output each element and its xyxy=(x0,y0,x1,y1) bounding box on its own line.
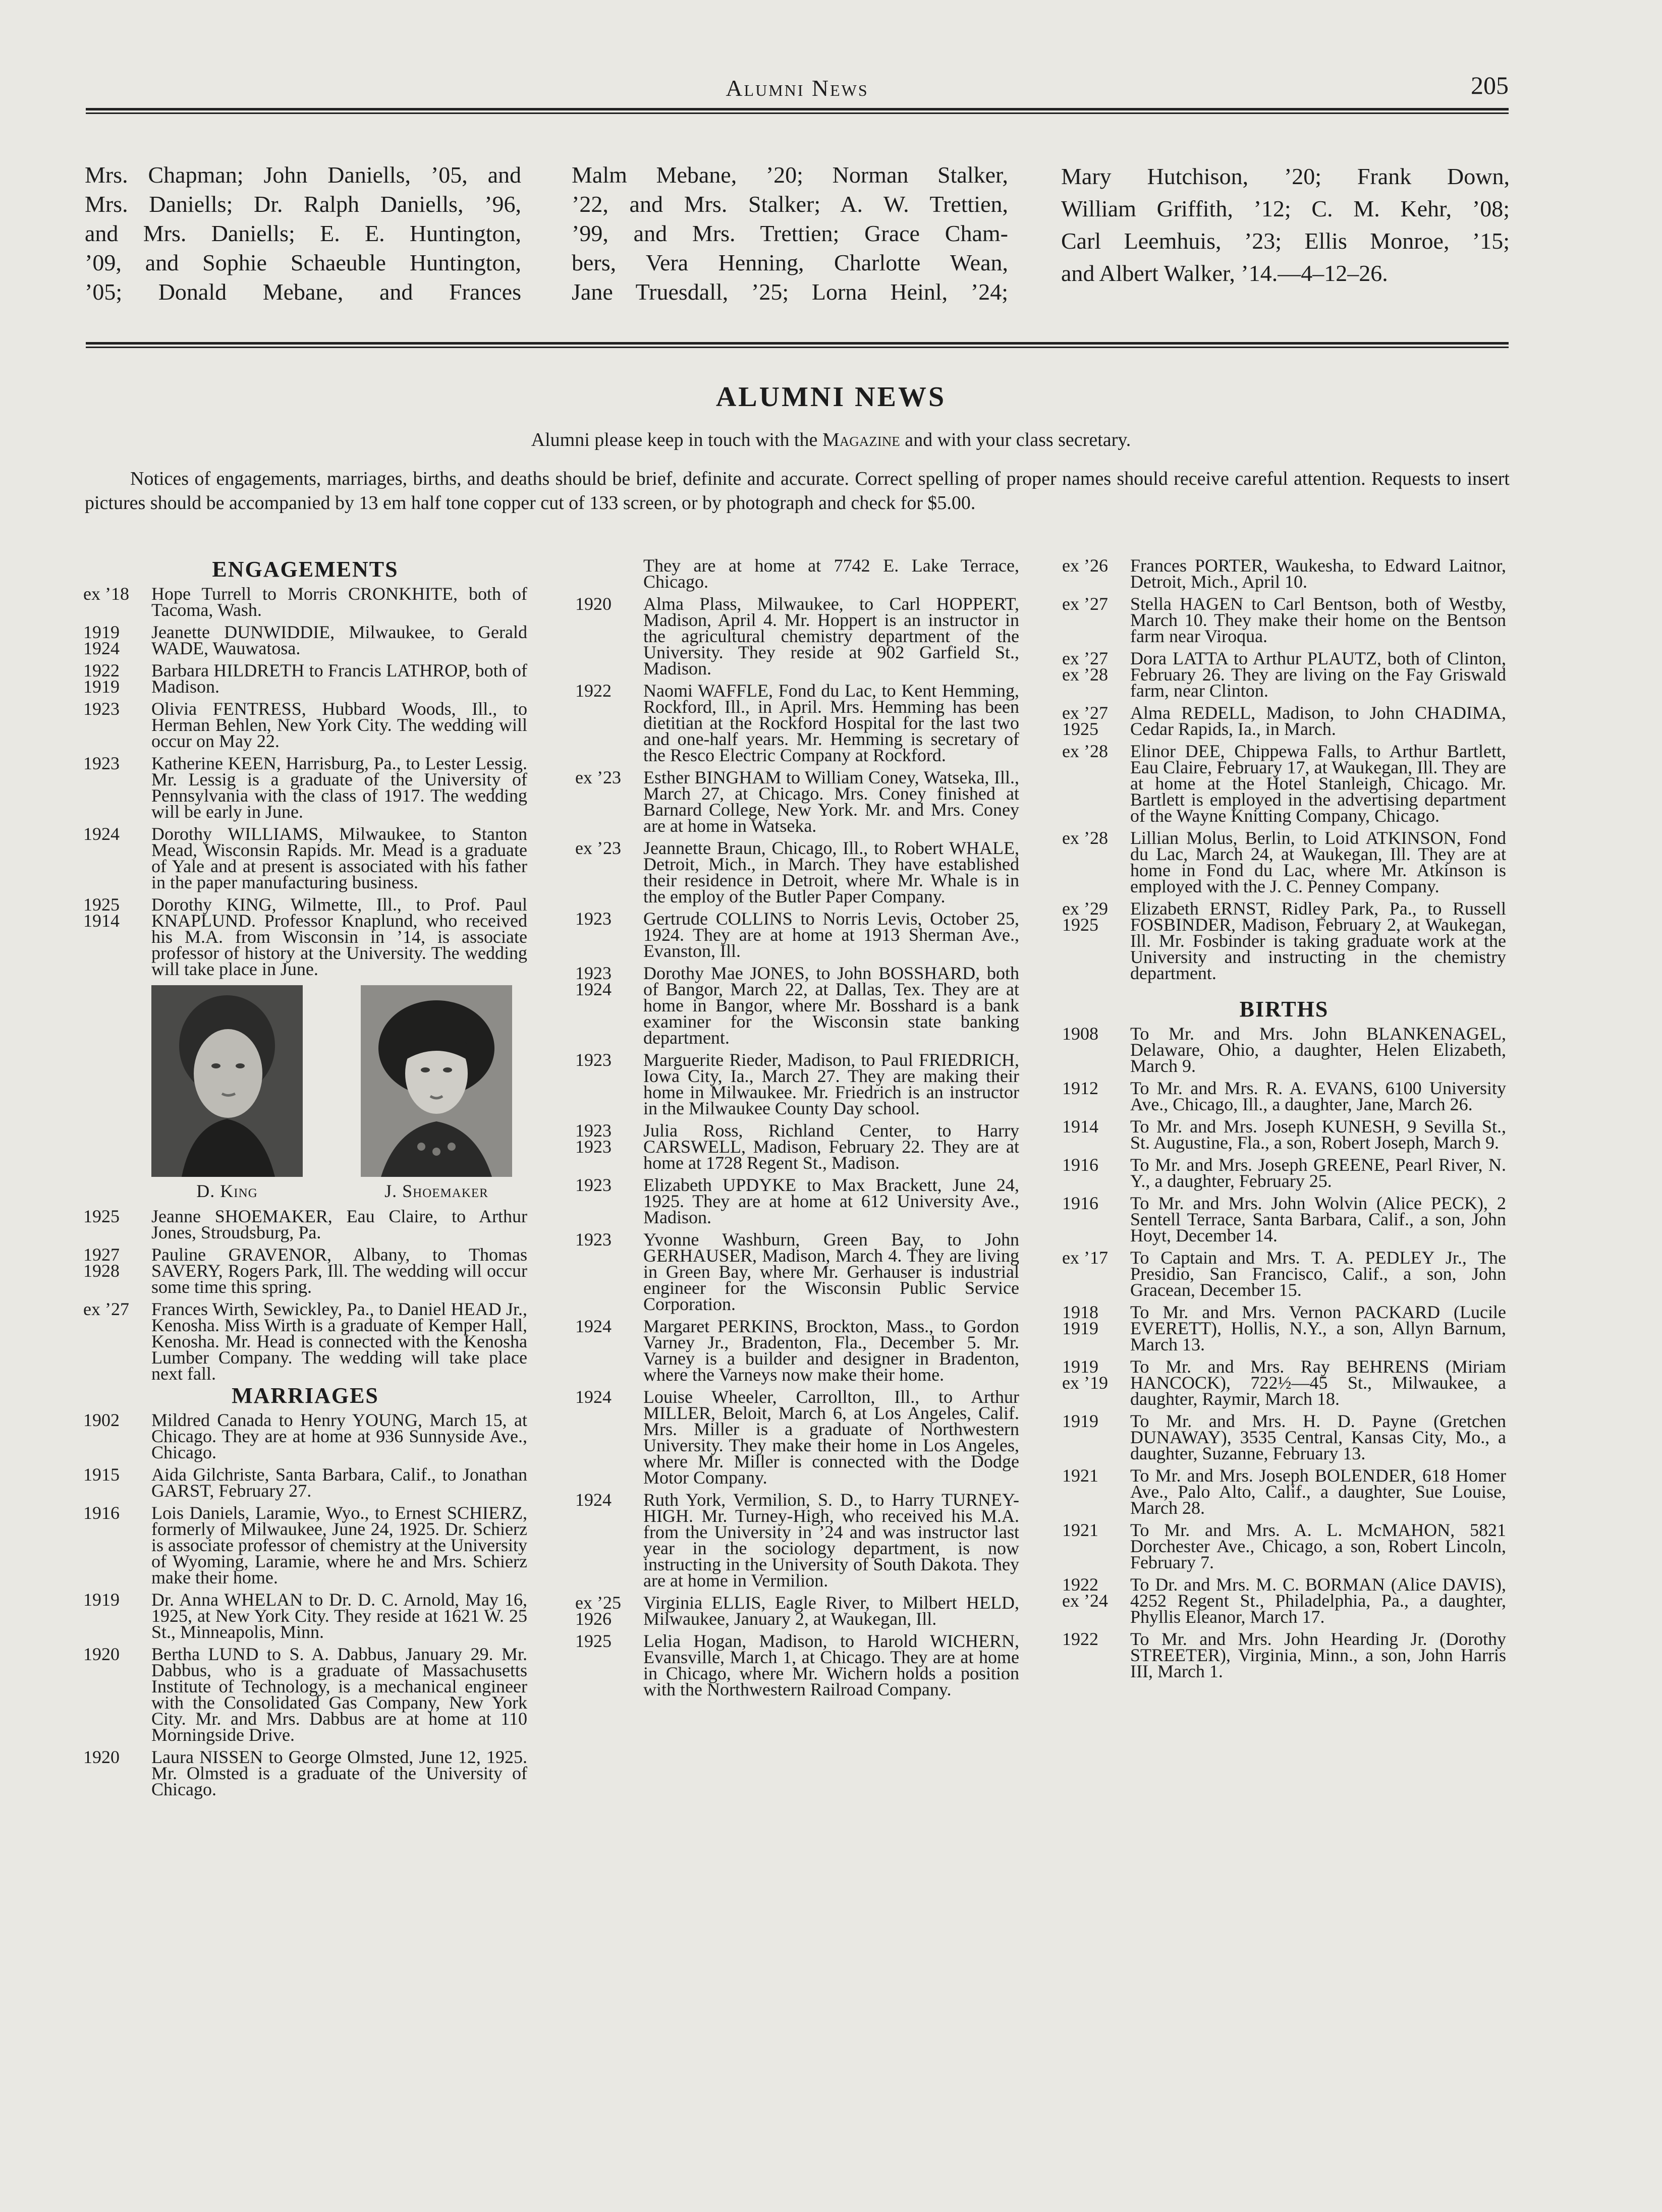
entry-text: Barbara HILDRETH to Francis LATHROP, both of Madison. xyxy=(151,660,527,697)
list-item xyxy=(83,586,527,618)
entry-text: Dorothy Mae JONES, to John BOSSHARD, both of Bangor, March 22, at Dallas, Tex. They are at home in Bangor, where Mr. Bosshard is a bank examiner for the Wisconsin state banking department. xyxy=(643,963,1019,1048)
entry-text: Lois Daniels, Laramie, Wyo., to Ernest SCHIERZ, formerly of Milwaukee, June 24, 1925. Dr. Schierz is associate professor of chemistry at the University of Wyoming, Laramie, where he and Mrs. Schierz make their home. xyxy=(151,1503,527,1587)
list-item xyxy=(83,755,527,820)
continued-line: Mrs. Chapman; John Daniells, ’05, and xyxy=(85,162,521,188)
list-item xyxy=(83,826,527,890)
list-item xyxy=(575,1231,1019,1312)
entry-year: 1919 xyxy=(83,1590,120,1610)
entry-year: 1923 xyxy=(83,753,120,773)
entry-text: Katherine KEEN, Harrisburg, Pa., to Lester Lessig. Mr. Lessig is a graduate of the University of Pennsylvania with the class of 1917. The wedding will be early in June. xyxy=(151,753,527,822)
entry-text: Naomi WAFFLE, Fond du Lac, to Kent Hemming, Rockford, Ill., in April. Mrs. Hemming has been dietitian at the Rockford Hospital for the last two and one-half years. Mr. Hemming is secretary of the Resco Electric Company at Rockford. xyxy=(643,680,1019,765)
entry-text: To Mr. and Mrs. H. D. Payne (Gretchen DUNAWAY), 3535 Central, Kansas City, Mo., a daughter, Suzanne, February 13. xyxy=(1130,1411,1506,1463)
entry-year: 1919 ex ’19 xyxy=(1062,1356,1108,1393)
entry-text: Frances PORTER, Waukesha, to Edward Laitnor, Detroit, Mich., April 10. xyxy=(1130,555,1506,592)
column-1 xyxy=(83,557,527,1803)
entry-year: 1920 xyxy=(575,594,612,614)
entry-text: Julia Ross, Richland Center, to Harry CARSWELL, Madison, February 22. They are at home at 1728 Regent St., Madison. xyxy=(643,1120,1019,1173)
list-item xyxy=(575,769,1019,834)
page-number: 205 xyxy=(1471,71,1509,99)
continued-col-1 xyxy=(85,160,521,307)
entry-year: 1924 xyxy=(83,824,120,844)
list-item xyxy=(575,1595,1019,1627)
entry-year: 1922 xyxy=(575,680,612,701)
entry-text: To Mr. and Mrs. R. A. EVANS, 6100 University Ave., Chicago, Ill., a daughter, Jane, March 26. xyxy=(1130,1078,1506,1114)
entry-text: Dora LATTA to Arthur PLAUTZ, both of Clinton, February 26. They are living on the Fay Griswald farm, near Clinton. xyxy=(1130,648,1506,701)
marriages-list-continued xyxy=(575,596,1019,1697)
entry-text: Hope Turrell to Morris CRONKHITE, both of Tacoma, Wash. xyxy=(151,584,527,620)
entry-text: Lelia Hogan, Madison, to Harold WICHERN, Evansville, March 1, at Chicago. They are at home in Chicago, where Mr. Wichern holds a position with the Northwestern Railroad Company. xyxy=(643,1631,1019,1699)
photo-caption: D. King xyxy=(196,1181,258,1201)
entry-year: 1923 xyxy=(575,1229,612,1250)
list-item xyxy=(1062,1413,1506,1461)
entry-text: To Mr. and Mrs. Joseph KUNESH, 9 Sevilla St., St. Augustine, Fla., a son, Robert Joseph, March 9. xyxy=(1130,1116,1506,1153)
births-heading: BIRTHS xyxy=(1239,997,1329,1022)
entry-year: 1922 ex ’24 xyxy=(1062,1574,1108,1611)
entry-year: 1916 xyxy=(1062,1155,1098,1175)
marriages-list-continued xyxy=(1062,557,1506,981)
entry-text: Jeanette DUNWIDDIE, Milwaukee, to Gerald WADE, Wauwatosa. xyxy=(151,622,527,658)
entry-year: ex ’29 1925 xyxy=(1062,898,1108,935)
entry-year: 1902 xyxy=(83,1410,120,1430)
list-item xyxy=(1062,1026,1506,1074)
continued-line: ’09, and Sophie Schaeuble Huntington, xyxy=(85,250,521,275)
entry-year: 1925 xyxy=(575,1631,612,1651)
entry-year: 1923 xyxy=(83,699,120,719)
running-header xyxy=(86,71,1509,110)
list-item xyxy=(1062,1304,1506,1352)
entry-text: Laura NISSEN to George Olmsted, June 12, 1925. Mr. Olmsted is a graduate of the University of Chicago. xyxy=(151,1747,527,1799)
list-item xyxy=(1062,900,1506,981)
entry-text: Alma Plass, Milwaukee, to Carl HOPPERT, Madison, April 4. Mr. Hoppert is an instructor in the agricultural chemistry department of the University. They reside at 902 Garfield St., Madison. xyxy=(643,594,1019,678)
entry-year: 1923 1923 xyxy=(575,1120,612,1157)
list-item xyxy=(83,1466,527,1499)
entry-year: ex ’23 xyxy=(575,767,621,787)
continued-line: and Albert Walker, ’14.—4–12–26. xyxy=(1061,260,1388,286)
list-item xyxy=(575,840,1019,904)
list-item xyxy=(83,1505,527,1585)
entry-year: 1914 xyxy=(1062,1116,1098,1137)
continued-line: Carl Leemhuis, ’23; Ellis Monroe, ’15; xyxy=(1061,228,1510,254)
entry-text: They are at home at 7742 E. Lake Terrace, Chicago. xyxy=(643,555,1019,592)
list-item xyxy=(83,1749,527,1797)
entry-text: Esther BINGHAM to William Coney, Watseka, Ill., March 27, at Chicago. Mrs. Coney finished at Barnard College, New York. Mr. and Mrs. Coney are at home in Watseka. xyxy=(643,767,1019,836)
list-item xyxy=(1062,1576,1506,1625)
section-subtitle xyxy=(0,429,1662,451)
list-item xyxy=(1062,705,1506,737)
entry-year: 1919 1924 xyxy=(83,622,120,658)
entry-text: Jeanne SHOEMAKER, Eau Claire, to Arthur Jones, Stroudsburg, Pa. xyxy=(151,1206,527,1242)
entry-text: To Mr. and Mrs. John Wolvin (Alice PECK), 2 Sentell Terrace, Santa Barbara, Calif., a son, John Hoyt, December 14. xyxy=(1130,1193,1506,1245)
list-item xyxy=(575,557,1019,590)
entry-text: Lillian Molus, Berlin, to Loid ATKINSON, Fond du Lac, March 24, at Waukegan, Ill. They are at home in Fond du Lac, where Mr. Atkinson is employed with the J. C. Penney Company. xyxy=(1130,828,1506,896)
list-item xyxy=(1062,1118,1506,1151)
portrait-photo xyxy=(361,985,512,1177)
list-item xyxy=(83,662,527,695)
column-3 xyxy=(1062,557,1506,1685)
entry-year: ex ’17 xyxy=(1062,1247,1108,1268)
entry-year: ex ’27 ex ’28 xyxy=(1062,648,1108,685)
photo-caption: J. Shoemaker xyxy=(384,1181,488,1201)
entry-year: ex ’27 xyxy=(1062,594,1108,614)
running-title: Alumni News xyxy=(726,75,869,101)
engagements-list-continued xyxy=(83,1208,527,1382)
entry-text: Stella HAGEN to Carl Bentson, both of Westby, March 10. They make their home on the Bentson farm near Viroqua. xyxy=(1130,594,1506,646)
entry-year: 1918 1919 xyxy=(1062,1302,1098,1338)
entry-year: 1916 xyxy=(83,1503,120,1523)
entry-year: ex ’18 xyxy=(83,584,129,604)
list-item xyxy=(1062,1157,1506,1189)
list-item xyxy=(83,624,527,656)
continued-line: and Mrs. Daniells; E. E. Huntington, xyxy=(85,220,521,246)
continued-line: Jane Truesdall, ’25; Lorna Heinl, ’24; xyxy=(572,279,1008,305)
entry-text: Elizabeth UPDYKE to Max Brackett, June 24, 1925. They are at home at 612 University Ave., Madison. xyxy=(643,1175,1019,1227)
list-item xyxy=(1062,1358,1506,1407)
continued-col-3 xyxy=(1061,160,1510,290)
engagements-list xyxy=(83,586,527,977)
photo-pair xyxy=(151,985,512,1199)
continued-line: ’05; Donald Mebane, and Frances xyxy=(85,279,521,305)
list-item xyxy=(83,1208,527,1240)
entry-year: 1921 xyxy=(1062,1520,1098,1540)
entry-year: 1920 xyxy=(83,1644,120,1664)
list-item xyxy=(1062,650,1506,699)
entry-text: Dr. Anna WHELAN to Dr. D. C. Arnold, May 16, 1925, at New York City. They reside at 1621 W. 25 St., Minneapolis, Minn. xyxy=(151,1590,527,1642)
list-item xyxy=(83,1592,527,1640)
entry-year: 1924 xyxy=(575,1490,612,1510)
list-item xyxy=(575,1122,1019,1171)
entry-text: Margaret PERKINS, Brockton, Mass., to Gordon Varney Jr., Bradenton, Fla., December 5. Mr. Varney is a builder and designer in Bradenton, where the Varneys now make their home. xyxy=(643,1316,1019,1385)
entry-year: ex ’25 1926 xyxy=(575,1593,621,1629)
list-item xyxy=(1062,596,1506,644)
entry-year: 1915 xyxy=(83,1464,120,1485)
list-item xyxy=(575,680,1019,765)
list-item xyxy=(83,896,527,977)
entry-text: Alma REDELL, Madison, to John CHADIMA, Cedar Rapids, Ia., in March. xyxy=(1130,703,1506,739)
list-item xyxy=(575,1052,1019,1116)
entry-year: 1923 xyxy=(575,1050,612,1070)
entry-year: 1923 xyxy=(575,909,612,929)
births-list xyxy=(1062,1026,1506,1679)
column-2 xyxy=(575,557,1019,1704)
entry-year: ex ’28 xyxy=(1062,828,1108,848)
list-item xyxy=(83,1646,527,1743)
submission-notice: Notices of engagements, marriages, births, and deaths should be brief, definite and accurate. Correct spelling of proper names should receive careful attention. Requests to insert pictures should be accompanied by 13 em half tone copper cut of 133 screen, or by photograph and check for $5.00. xyxy=(85,468,1510,514)
entry-text: Ruth York, Vermilion, S. D., to Harry TURNEY-HIGH. Mr. Turney-High, who received his M.A. from the University in ’24 and was instructor last year in the sociology department, is now instructing in the University of South Dakota. They are at home in Vermilion. xyxy=(643,1490,1019,1591)
entry-year: 1919 xyxy=(1062,1411,1098,1431)
entry-text: Gertrude COLLINS to Norris Levis, October 25, 1924. They are at home at 1913 Sherman Ave., Evanston, Ill. xyxy=(643,909,1019,961)
list-item xyxy=(83,701,527,749)
engagements-heading: ENGAGEMENTS xyxy=(212,557,399,582)
entry-year: 1925 1914 xyxy=(83,894,120,931)
entry-year: 1925 xyxy=(83,1206,120,1226)
entry-text: To Captain and Mrs. T. A. PEDLEY Jr., The Presidio, San Francisco, Calif., a son, John Gracean, December 15. xyxy=(1130,1247,1506,1300)
photo-shoemaker xyxy=(361,985,512,1199)
entry-year: ex ’27 1925 xyxy=(1062,703,1108,739)
entry-text: Mildred Canada to Henry YOUNG, March 15, at Chicago. They are at home at 936 Sunnyside Ave., Chicago. xyxy=(151,1410,527,1462)
list-item xyxy=(1062,1467,1506,1516)
list-item xyxy=(1062,830,1506,894)
entry-text: Yvonne Washburn, Green Bay, to John GERHAUSER, Madison, March 4. They are living in Green Bay, where Mr. Gerhauser is industrial engineer for the Wisconsin Public Service Corporation. xyxy=(643,1229,1019,1314)
entry-text: Louise Wheeler, Carrollton, Ill., to Arthur MILLER, Beloit, March 6, at Los Angeles, Calif. Mrs. Miller is a graduate of Northwestern University. They make their home in Los Angeles, where Mr. Miller is connected with the Dodge Motor Company. xyxy=(643,1387,1019,1488)
entry-year: 1927 1928 xyxy=(83,1244,120,1281)
list-item xyxy=(83,1412,527,1460)
continued-col-2 xyxy=(572,160,1008,307)
entry-year: 1923 1924 xyxy=(575,963,612,999)
list-item xyxy=(575,1318,1019,1383)
entry-text: Olivia FENTRESS, Hubbard Woods, Ill., to Herman Behlen, New York City. The wedding will occur on May 22. xyxy=(151,699,527,751)
entry-text: Bertha LUND to S. A. Dabbus, January 29. Mr. Dabbus, who is a graduate of Massachusetts Institute of Technology, is a mechanical engineer with the Consolidated Gas Company, New York City. Mr. and Mrs. Dabbus are at home at 110 Morningside Drive. xyxy=(151,1644,527,1745)
entry-text: Dorothy WILLIAMS, Milwaukee, to Stanton Mead, Wisconsin Rapids. Mr. Mead is a graduate of Yale and at present is associated with his father in the paper manufacturing business. xyxy=(151,824,527,892)
entry-year: 1923 xyxy=(575,1175,612,1195)
entry-year: 1922 1919 xyxy=(83,660,120,697)
entry-year: 1924 xyxy=(575,1387,612,1407)
entry-year: 1922 xyxy=(1062,1629,1098,1649)
entry-text: Pauline GRAVENOR, Albany, to Thomas SAVERY, Rogers Park, Ill. The wedding will occur some time this spring. xyxy=(151,1244,527,1297)
list-item xyxy=(83,1301,527,1382)
entry-text: Elinor DEE, Chippewa Falls, to Arthur Bartlett, Eau Claire, February 17, at Waukegan, Ill. They are at home at the Hotel Stanleigh, Chicago. Mr. Bartlett is employed in the advertising department of the Wayne Knitting Company, Chicago. xyxy=(1130,741,1506,826)
list-item xyxy=(575,1177,1019,1225)
portrait-photo xyxy=(151,985,303,1177)
list-item xyxy=(575,596,1019,676)
entry-text: To Mr. and Mrs. John Hearding Jr. (Dorothy STREETER), Virginia, Minn., a son, John Harris III, March 1. xyxy=(1130,1629,1506,1681)
continued-line: Mary Hutchison, ’20; Frank Down, xyxy=(1061,163,1510,189)
entry-text: Virginia ELLIS, Eagle River, to Milbert HELD, Milwaukee, January 2, at Waukegan, Ill. xyxy=(643,1593,1019,1629)
continued-line: William Griffith, ’12; C. M. Kehr, ’08; xyxy=(1061,196,1510,221)
list-item xyxy=(575,1492,1019,1589)
entry-year: 1916 xyxy=(1062,1193,1098,1213)
entry-year: 1921 xyxy=(1062,1465,1098,1486)
marriages-heading: MARRIAGES xyxy=(232,1383,379,1408)
list-item xyxy=(575,1633,1019,1697)
list-item xyxy=(1062,1631,1506,1679)
entry-year: 1920 xyxy=(83,1747,120,1767)
entry-text: To Mr. and Mrs. A. L. McMAHON, 5821 Dorchester Ave., Chicago, a son, Robert Lincoln, February 7. xyxy=(1130,1520,1506,1572)
entry-text: To Dr. and Mrs. M. C. BORMAN (Alice DAVIS), 4252 Regent St., Philadelphia, Pa., a daughter, Phyllis Eleanor, March 17. xyxy=(1130,1574,1506,1627)
subtitle-text: Alumni please keep in touch with the xyxy=(531,429,822,450)
list-item xyxy=(1062,1247,1506,1300)
entry-text: Jeannette Braun, Chicago, Ill., to Robert WHALE, Detroit, Mich., in March. They have established their residence in Detroit, where Mr. Whale is in the employ of the Butler Paper Company. xyxy=(643,838,1019,906)
continued-line: Malm Mebane, ’20; Norman Stalker, xyxy=(572,162,1008,188)
continued-line: bers, Vera Henning, Charlotte Wean, xyxy=(572,250,1008,275)
list-item xyxy=(1062,743,1506,824)
entry-text: To Mr. and Mrs. Vernon PACKARD (Lucile EVERETT), Hollis, N.Y., a son, Allyn Barnum, March 13. xyxy=(1130,1302,1506,1354)
entry-year: 1912 xyxy=(1062,1078,1098,1098)
entry-text: To Mr. and Mrs. Joseph GREENE, Pearl River, N. Y., a daughter, February 25. xyxy=(1130,1155,1506,1191)
list-item xyxy=(575,965,1019,1046)
list-item xyxy=(575,911,1019,959)
entry-text: Frances Wirth, Sewickley, Pa., to Daniel HEAD Jr., Kenosha. Miss Wirth is a graduate of Kemper Hall, Kenosha. Mr. Head is connected with the Kenosha Lumber Company. The wedding will take place next fall. xyxy=(151,1299,527,1384)
entry-text: Marguerite Rieder, Madison, to Paul FRIEDRICH, Iowa City, Ia., March 27. They are making their home in Milwaukee. Mr. Friedrich is an instructor in the Milwaukee County Day school. xyxy=(643,1050,1019,1118)
list-item xyxy=(1062,1195,1506,1243)
entry-year: 1924 xyxy=(575,1316,612,1336)
list-item xyxy=(575,1389,1019,1486)
entry-text: Dorothy KING, Wilmette, Ill., to Prof. Paul KNAPLUND. Professor Knaplund, who received his M.A. from Wisconsin in ’14, is associate professor of history at the University. The wedding will take place in June. xyxy=(151,894,527,979)
entry-year: ex ’23 xyxy=(575,838,621,858)
subtitle-text: and with your class secretary. xyxy=(900,429,1131,450)
entry-year: ex ’26 xyxy=(1062,555,1108,576)
continued-text xyxy=(85,160,1510,312)
section-title: ALUMNI NEWS xyxy=(715,381,947,413)
continued-line: Mrs. Daniells; Dr. Ralph Daniells, ’96, xyxy=(85,191,521,217)
subtitle-magazine: Magazine xyxy=(822,429,900,450)
section-rule xyxy=(86,342,1509,348)
entry-year: ex ’27 xyxy=(83,1299,129,1319)
continued-line: ’22, and Mrs. Stalker; A. W. Trettien, xyxy=(572,191,1008,217)
entry-text: To Mr. and Mrs. Joseph BOLENDER, 618 Homer Ave., Palo Alto, Calif., a daughter, Sue Louise, March 28. xyxy=(1130,1465,1506,1518)
list-item xyxy=(1062,557,1506,590)
entry-year: 1908 xyxy=(1062,1024,1098,1044)
entry-year: ex ’28 xyxy=(1062,741,1108,761)
list-item xyxy=(1062,1522,1506,1570)
header-rule xyxy=(86,108,1509,114)
entry-text: To Mr. and Mrs. Ray BEHRENS (Miriam HANCOCK), 722½—45 St., Milwaukee, a daughter, Raymir, March 18. xyxy=(1130,1356,1506,1409)
entry-text: To Mr. and Mrs. John BLANKENAGEL, Delaware, Ohio, a daughter, Helen Elizabeth, March 9. xyxy=(1130,1024,1506,1076)
marriages-list xyxy=(83,1412,527,1797)
entry-text: Elizabeth ERNST, Ridley Park, Pa., to Russell FOSBINDER, Madison, February 2, at Waukegan, Ill. Mr. Fosbinder is taking graduate work at the University and instructing in the chemistry department. xyxy=(1130,898,1506,983)
list-item xyxy=(83,1246,527,1295)
photo-king xyxy=(151,985,303,1199)
list-item xyxy=(1062,1080,1506,1112)
entry-text: Aida Gilchriste, Santa Barbara, Calif., to Jonathan GARST, February 27. xyxy=(151,1464,527,1501)
continued-line: ’99, and Mrs. Trettien; Grace Cham- xyxy=(572,220,1008,246)
